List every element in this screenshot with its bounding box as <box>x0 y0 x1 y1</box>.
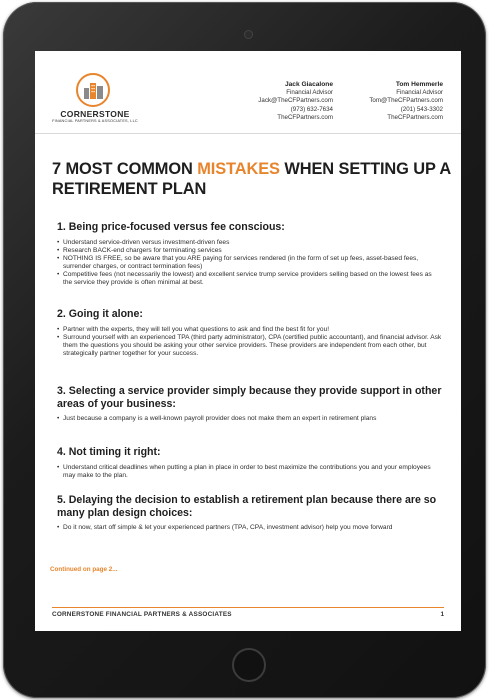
section-heading: 5. Delaying the decision to establish a retirement plan because there are so many plan design choices: <box>57 494 437 519</box>
section-heading: 4. Not timing it right: <box>57 446 161 458</box>
contact-phone: (201) 543-3302 <box>400 105 443 113</box>
home-button[interactable] <box>232 648 266 682</box>
company-logo <box>49 73 141 131</box>
contact-website[interactable]: TheCFPartners.com <box>277 113 333 121</box>
list-item: • Do it now, start off simple & let your experienced partners (TPA, CPA, investment advisor) help you move forward <box>57 524 442 532</box>
list-item: • Research BACK-end chargers for terminating services <box>57 247 442 255</box>
section-1 <box>57 221 442 287</box>
bullet-list <box>57 524 442 532</box>
tablet-frame <box>3 2 486 698</box>
contact-email[interactable]: Tom@TheCFPartners.com <box>369 97 443 105</box>
camera-dot <box>244 30 253 39</box>
list-item: • Understand critical deadlines when putting a plan in place in order to best maximize the contributions you and your employees may make to the plan. <box>57 464 442 480</box>
bullet-list <box>57 239 442 287</box>
contact-website[interactable]: TheCFPartners.com <box>387 113 443 121</box>
page-number: 1 <box>440 611 444 618</box>
contact-phone: (973) 632-7634 <box>290 105 333 113</box>
bullet-list <box>57 464 442 480</box>
bullet-list <box>57 326 442 358</box>
logo-subtitle: FINANCIAL PARTNERS & ASSOCIATES, LLC <box>52 119 138 123</box>
section-heading: 3. Selecting a service provider simply because they provide support in other areas of your business: <box>57 385 442 410</box>
title-part2: WHEN SETTING UP A RETIREMENT PLAN <box>52 160 451 198</box>
section-3 <box>57 385 442 423</box>
contact-name: Jack Giacalone <box>284 81 333 88</box>
list-item: • Understand service-driven versus investment-driven fees <box>57 239 442 247</box>
list-item: • Surround yourself with an experienced TPA (third party administrator), CPA (certified public accountant), and financial advisor. Ask them the questions you should be asking your other service providers. These providers are independent from each other, but strategically partner together for your success. <box>57 334 442 358</box>
section-4 <box>57 446 442 480</box>
section-heading: 1. Being price-focused versus fee conscious: <box>57 221 285 233</box>
list-item: • Competitive fees (not necessarily the lowest) and excellent service trump service providers selling based on the lowest fees as the service they provide is often minimal at best. <box>57 271 442 287</box>
title-highlight: MISTAKES <box>197 160 280 178</box>
contact-name: Tom Hemmerle <box>395 81 443 88</box>
contact-block-tom <box>369 81 443 122</box>
section-5 <box>57 494 442 532</box>
list-item: • NOTHING IS FREE, so be aware that you ARE paying for services rendered (in the form of set up fees, asset-based fees, surrender charges, or contract termination fees) <box>57 255 442 271</box>
list-item: • Partner with the experts, they will tell you what questions to ask and find the best fit for you! <box>57 326 442 334</box>
contact-role: Financial Advisor <box>396 89 443 97</box>
page-footer <box>52 607 444 618</box>
document-page <box>35 51 461 631</box>
logo-name: CORNERSTONE <box>60 109 130 119</box>
page-title <box>52 159 452 199</box>
contact-email[interactable]: Jack@TheCFPartners.com <box>258 97 333 105</box>
footer-company: CORNERSTONE FINANCIAL PARTNERS & ASSOCIATES <box>52 611 232 618</box>
bullet-list <box>57 415 442 423</box>
buildings-icon <box>83 81 105 99</box>
contact-block-jack <box>258 81 333 122</box>
list-item: • Just because a company is a well-known payroll provider does not make them an expert in retirement plans <box>57 415 442 423</box>
title-part1: 7 MOST COMMON <box>52 160 198 178</box>
section-2 <box>57 308 442 358</box>
continued-note: Continued on page 2... <box>50 566 118 573</box>
page-header <box>35 51 461 134</box>
section-heading: 2. Going it alone: <box>57 308 143 320</box>
contact-role: Financial Advisor <box>286 89 333 97</box>
